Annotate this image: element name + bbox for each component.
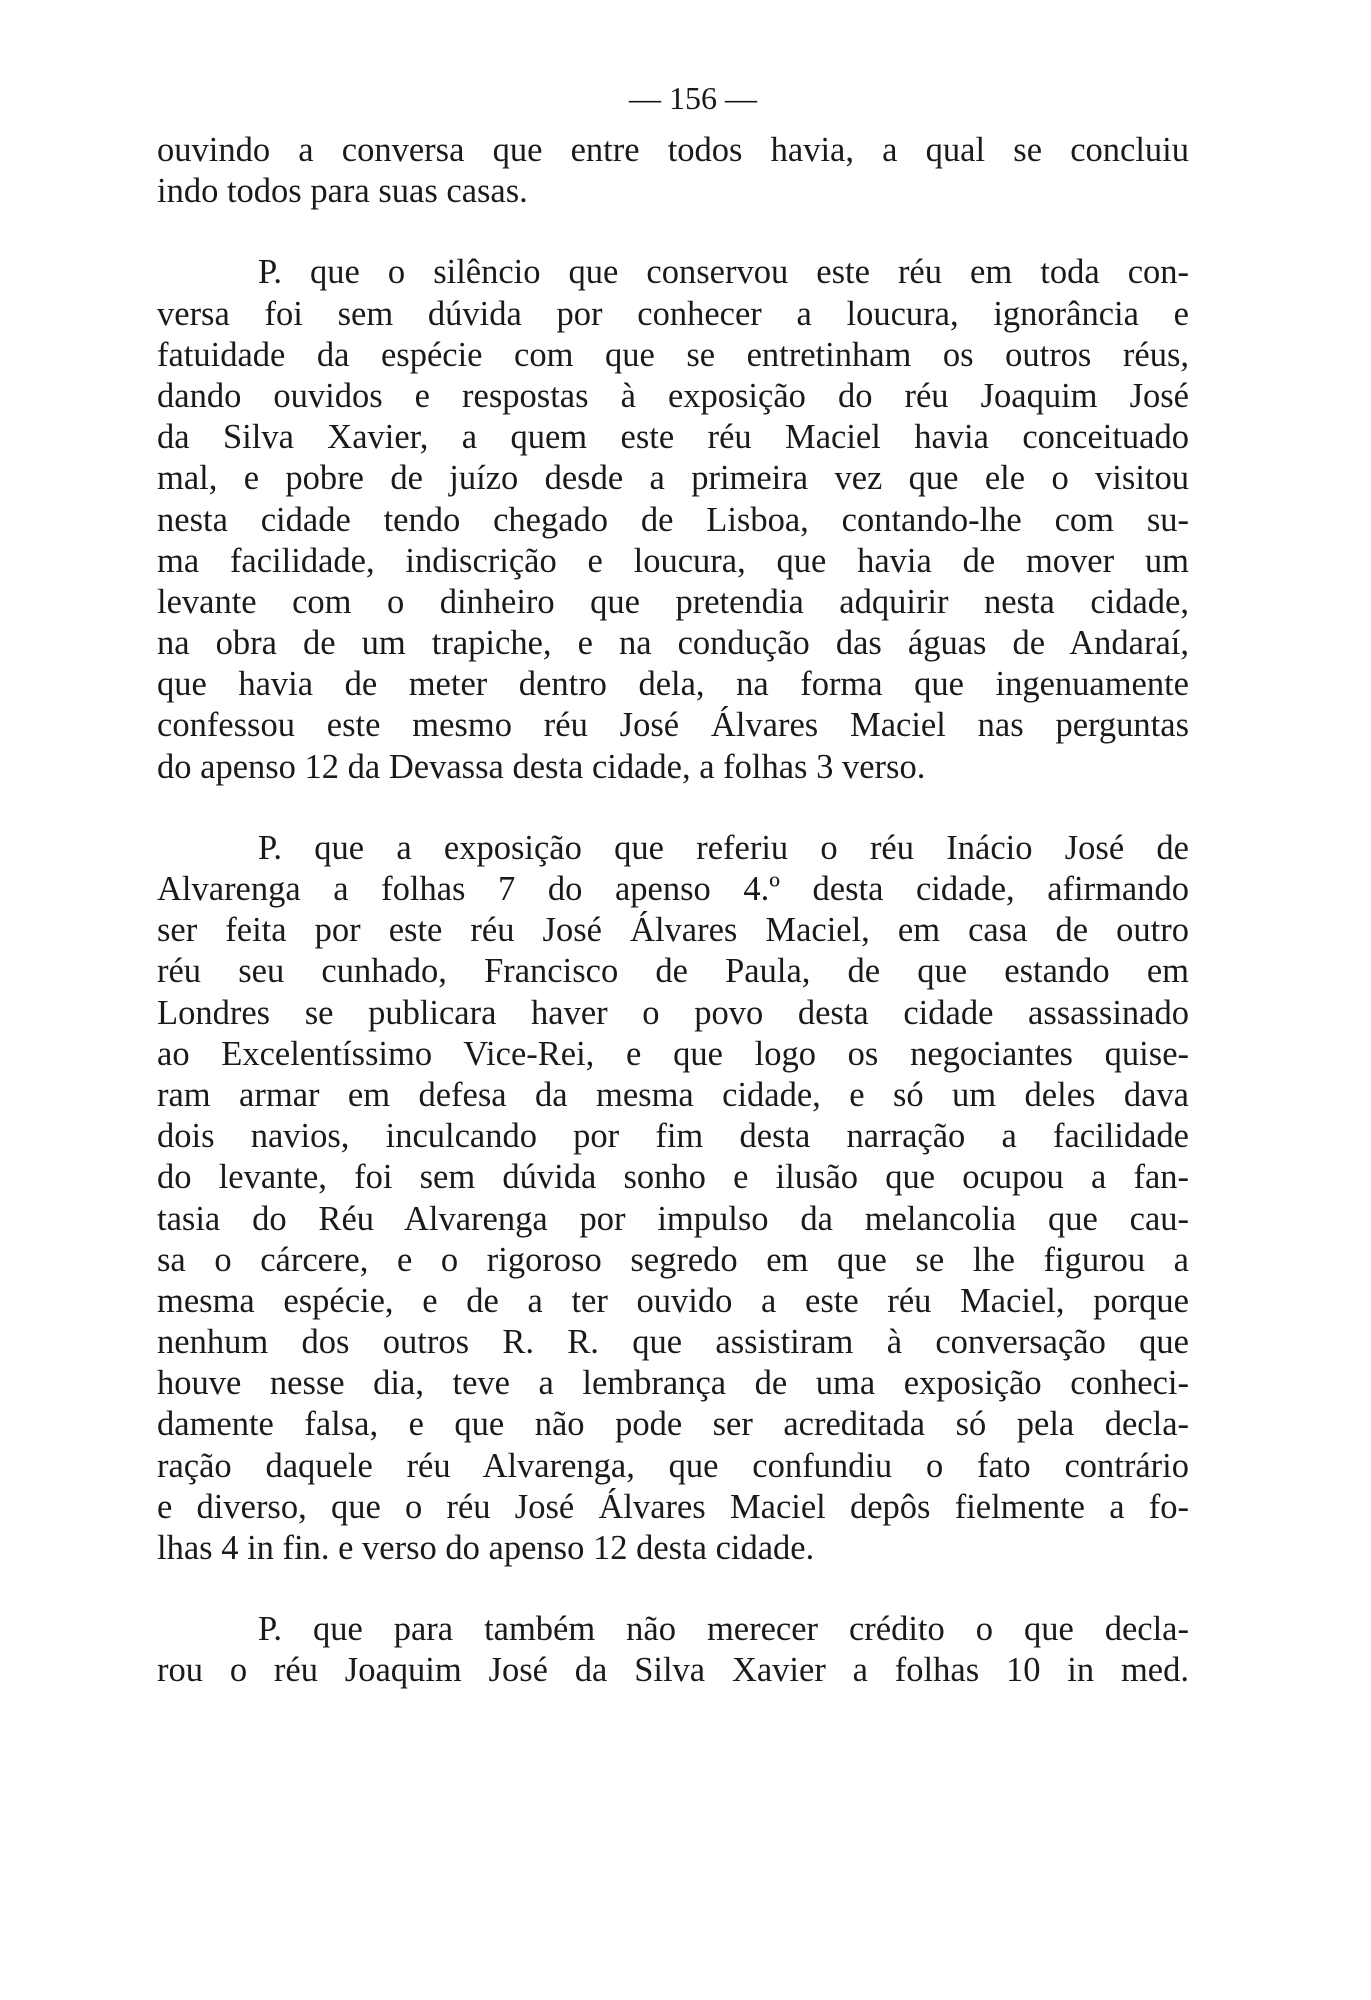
text-line: fatuidade da espécie com que se entretinham os outros réus, [157,335,1189,374]
page-number: — 156 — [629,80,757,116]
text-line: ma facilidade, indiscrição e loucura, que havia de mover um [157,541,1189,580]
text-line: do levante, foi sem dúvida sonho e ilusão que ocupou a fan- [157,1158,1189,1197]
text-line: P. que para também não merecer crédito o que decla- [258,1610,1189,1649]
text-line: confessou este mesmo réu José Álvares Maciel nas perguntas [157,706,1189,745]
paragraph-2 [157,252,1189,787]
text-line: na obra de um trapiche, e na condução das águas de Andaraí, [157,624,1189,663]
text-line: e diverso, que o réu José Álvares Maciel depôs fielmente a fo- [157,1487,1189,1526]
text-line: houve nesse dia, teve a lembrança de uma exposição conheci- [157,1364,1189,1403]
text-line: indo todos para suas casas. [157,172,528,211]
text-line: lhas 4 in fin. e verso do apenso 12 desta cidade. [157,1529,815,1567]
text-line: tasia do Réu Alvarenga por impulso da melancolia que cau- [157,1199,1189,1238]
text-line: ram armar em defesa da mesma cidade, e só um deles dava [157,1075,1189,1114]
text-line: versa foi sem dúvida por conhecer a loucura, ignorância e [157,294,1189,333]
text-line: Londres se publicara haver o povo desta cidade assassinado [157,993,1189,1032]
text-line: P. que a exposição que referiu o réu Inácio José de [258,828,1189,867]
text-line: do apenso 12 da Devassa desta cidade, a folhas 3 verso. [157,747,926,786]
text-line: mesma espécie, e de a ter ouvido a este réu Maciel, porque [157,1281,1189,1320]
text-line: ser feita por este réu José Álvares Maciel, em casa de outro [157,911,1189,950]
text-line: dois navios, inculcando por fim desta narração a facilidade [157,1117,1189,1156]
paragraph-4 [157,1609,1189,1691]
text-line: sa o cárcere, e o rigoroso segredo em que se lhe figurou a [157,1240,1189,1279]
text-line: levante com o dinheiro que pretendia adquirir nesta cidade, [157,582,1189,621]
text-line: que havia de meter dentro dela, na forma que ingenuamente [157,665,1189,704]
paragraph-1 [157,130,1189,212]
text-line: damente falsa, e que não pode ser acreditada só pela decla- [157,1405,1189,1444]
text-line: rou o réu Joaquim José da Silva Xavier a folhas 10 in med. [157,1651,1189,1690]
document-page [157,78,1189,1692]
text-line: da Silva Xavier, a quem este réu Maciel havia conceituado [157,418,1189,457]
text-line: réu seu cunhado, Francisco de Paula, de que estando em [157,952,1189,991]
text-line: ao Excelentíssimo Vice-Rei, e que logo os negociantes quise- [157,1034,1189,1073]
text-line: nenhum dos outros R. R. que assistiram à conversação que [157,1323,1189,1362]
text-line: ração daquele réu Alvarenga, que confundiu o fato contrário [157,1446,1189,1485]
text-line: dando ouvidos e respostas à exposição do réu Joaquim José [157,376,1189,415]
paragraph-3 [157,828,1189,1569]
text-line: P. que o silêncio que conservou este réu em toda con- [258,253,1189,292]
text-line: nesta cidade tendo chegado de Lisboa, contando-lhe com su- [157,500,1189,539]
text-line: Alvarenga a folhas 7 do apenso 4.º desta cidade, afirmando [157,870,1189,908]
text-line: mal, e pobre de juízo desde a primeira vez que ele o visitou [157,459,1189,498]
text-line: ouvindo a conversa que entre todos havia, a qual se concluiu [157,131,1189,169]
